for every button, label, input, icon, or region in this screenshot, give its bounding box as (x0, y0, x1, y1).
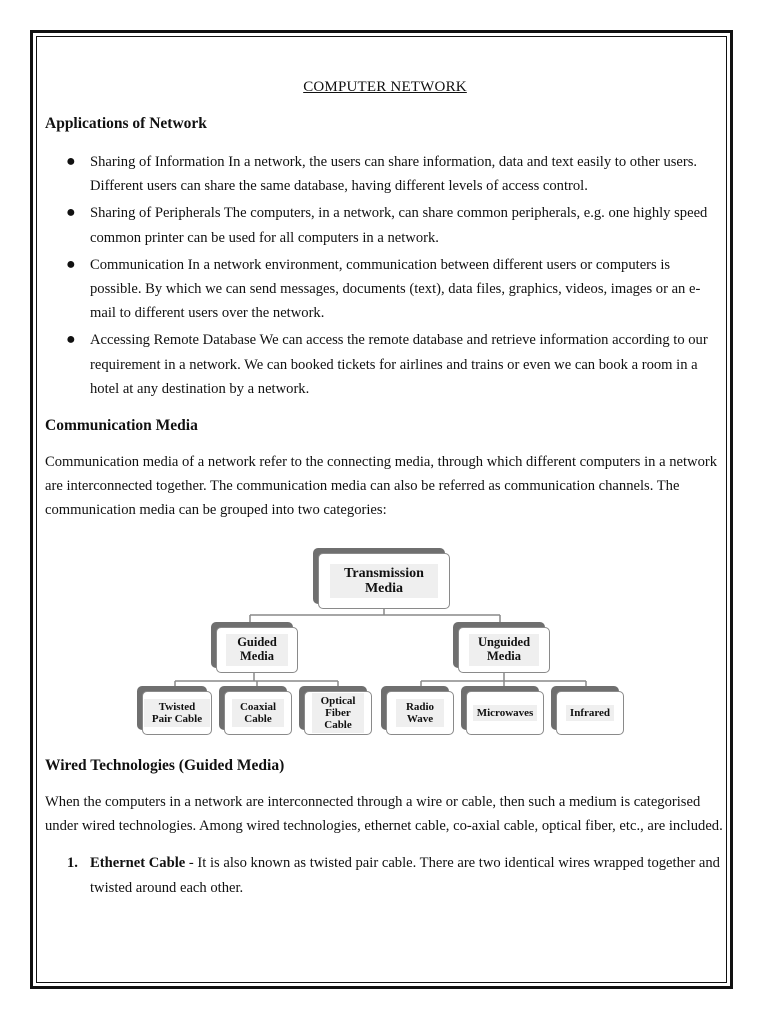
node-coaxial-cable: Coaxial Cable (224, 691, 292, 735)
bullet-icon: ● (66, 153, 76, 170)
list-text: - It is also known as twisted pair cable. There are two identical wires wrapped together and twisted around each other. (90, 855, 720, 896)
node-twisted-pair-cable: Twisted Pair Cable (142, 691, 212, 735)
node-guided-media: Guided Media (216, 627, 298, 673)
communication-media-paragraph: Communication media of a network refer to the connecting media, through which different computers in a network are interconnected together. The communication media can also be referred as communication channels. The communication media can be grouped into two categories: (45, 454, 718, 519)
node-microwaves: Microwaves (466, 691, 544, 735)
node-radio-wave: Radio Wave (386, 691, 454, 735)
node-transmission-media: Transmission Media (318, 553, 450, 609)
wired-technologies-paragraph: When the computers in a network are interconnected through a wire or cable, then such a medium is categorised under wired technologies. Among wired technologies, ethernet cable, co-axial cable, optical fiber, etc., are included. (45, 794, 723, 835)
bullet-text: Sharing of Peripherals The computers, in a network, can share common peripherals, e.g. one highly speed common printer can be used for all computers in a network. (90, 205, 708, 246)
list-item (45, 201, 725, 249)
bullet-text: Communication In a network environment, communication between different users or computers is possible. By which we can send messages, documents (text), data files, graphics, videos, images or an e-mail to different users over the network. (90, 256, 701, 322)
node-infrared: Infrared (556, 691, 624, 735)
list-item (45, 253, 725, 326)
bullet-icon: ● (66, 331, 76, 349)
node-optical-fiber-cable: Optical Fiber Cable (304, 691, 372, 735)
document-body-lower (45, 755, 725, 900)
bullet-text: Accessing Remote Database We can access the remote database and retrieve information according to our requirement in a network. We can booked tickets for airlines and trains or even we can book a room in a hotel at any destination by a network. (90, 332, 708, 397)
list-item (45, 150, 725, 198)
bullet-text: Sharing of Information In a network, the users can share information, data and text easily to other users. Different users can share the same database, having different levels of access control. (90, 154, 698, 195)
bullet-icon: ● (66, 255, 76, 273)
list-item (45, 851, 725, 899)
list-item (45, 328, 725, 401)
applications-heading: Applications of Network (45, 115, 207, 132)
list-number: 1. (67, 855, 78, 872)
applications-list (45, 150, 725, 401)
wired-technologies-list (45, 851, 725, 899)
document-title: COMPUTER NETWORK (303, 79, 467, 95)
transmission-media-diagram (138, 545, 628, 740)
wired-technologies-heading: Wired Technologies (Guided Media) (45, 757, 285, 774)
list-term: Ethernet Cable (90, 855, 186, 872)
communication-media-heading: Communication Media (45, 417, 198, 435)
document-body (45, 76, 725, 523)
node-unguided-media: Unguided Media (458, 627, 550, 673)
bullet-icon: ● (66, 204, 76, 222)
